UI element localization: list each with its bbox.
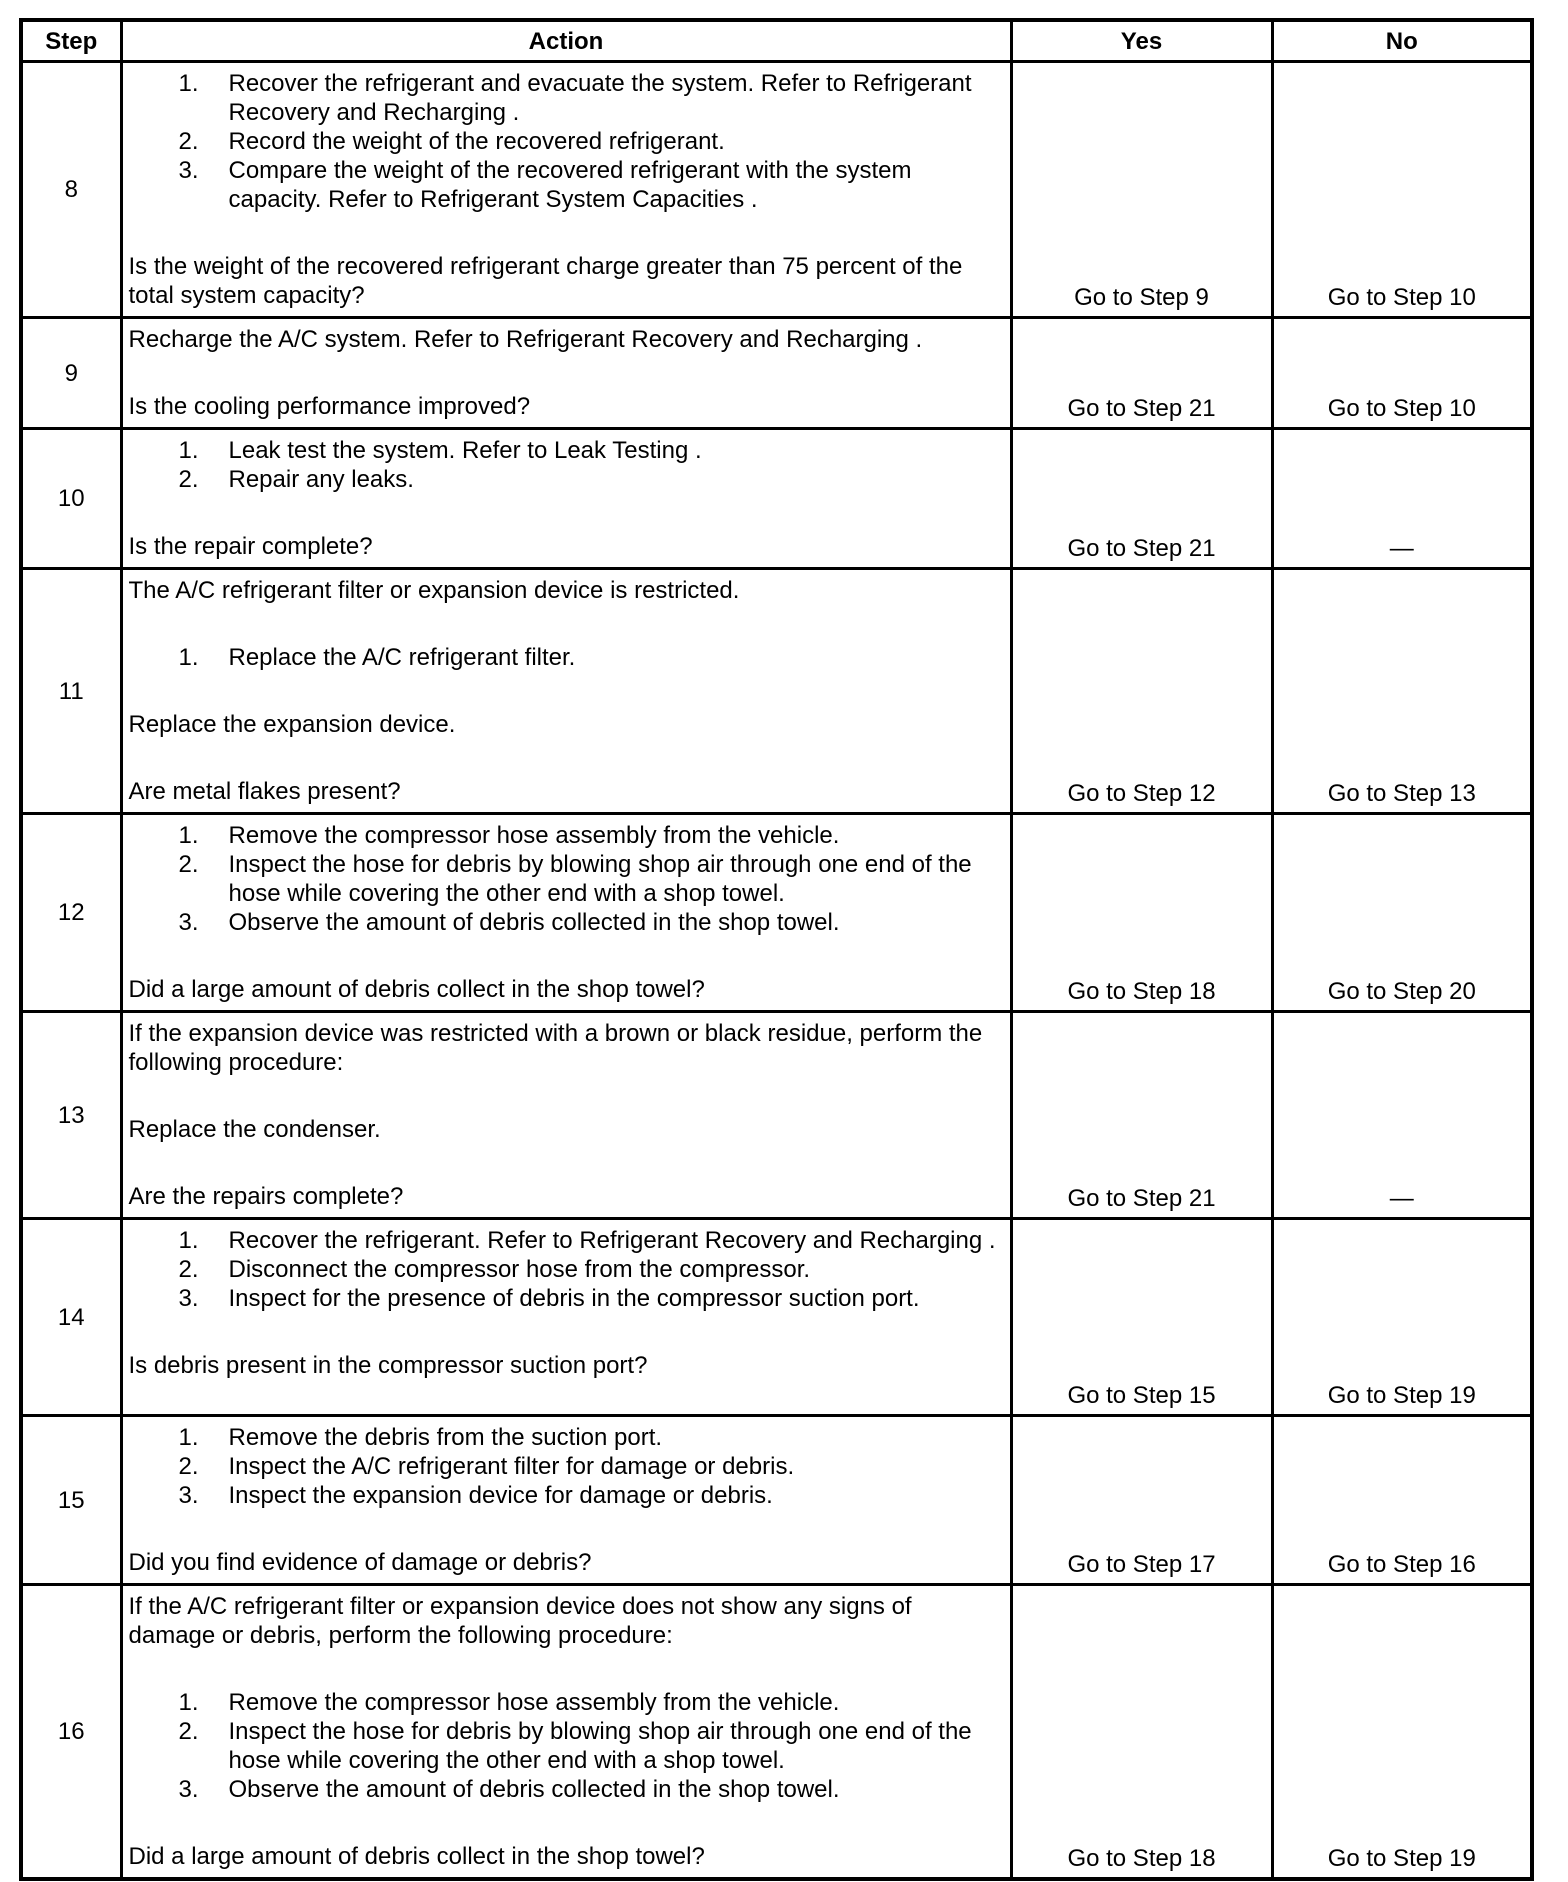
step-number: 12 <box>21 814 121 1012</box>
question-text: Is the weight of the recovered refrigerant charge greater than 75 percent of the total system capacity? <box>128 253 963 309</box>
yes-result: Go to Step 9 <box>1011 62 1272 318</box>
instruction-list <box>129 1226 1004 1313</box>
action-cell <box>121 1012 1011 1219</box>
list-item: 1. Remove the compressor hose assembly from the vehicle. <box>178 1689 840 1716</box>
no-result: — <box>1272 1012 1532 1219</box>
no-result: — <box>1272 429 1532 569</box>
instruction-list <box>129 821 1004 937</box>
list-item: 2. Inspect the hose for debris by blowing shop air through one end of the hose while covering the other end with a shop towel. <box>178 1718 972 1774</box>
yes-result: Go to Step 12 <box>1011 569 1272 814</box>
step-number: 15 <box>21 1416 121 1585</box>
list-item: 2. Record the weight of the recovered refrigerant. <box>178 128 725 155</box>
list-item: 3. Observe the amount of debris collected in the shop towel. <box>178 909 840 936</box>
header-no: No <box>1272 20 1532 62</box>
table-row <box>21 1416 1532 1585</box>
list-item: 3. Inspect for the presence of debris in the compressor suction port. <box>178 1285 920 1312</box>
instruction-list <box>129 1423 1004 1510</box>
step-number: 10 <box>21 429 121 569</box>
list-item: 2. Inspect the hose for debris by blowing shop air through one end of the hose while covering the other end with a shop towel. <box>178 851 972 907</box>
list-item: 1. Replace the A/C refrigerant filter. <box>178 644 576 671</box>
list-item: 1. Leak test the system. Refer to Leak Testing . <box>178 437 702 464</box>
no-result: Go to Step 10 <box>1272 62 1532 318</box>
no-result: Go to Step 16 <box>1272 1416 1532 1585</box>
yes-result: Go to Step 21 <box>1011 1012 1272 1219</box>
header-action: Action <box>121 20 1011 62</box>
action-cell <box>121 814 1011 1012</box>
list-item: 2. Inspect the A/C refrigerant filter for damage or debris. <box>178 1453 795 1480</box>
step-number: 11 <box>21 569 121 814</box>
action-cell <box>121 62 1011 318</box>
table-row <box>21 814 1532 1012</box>
table-row <box>21 429 1532 569</box>
yes-result: Go to Step 15 <box>1011 1219 1272 1416</box>
step-number: 13 <box>21 1012 121 1219</box>
list-item: 1. Recover the refrigerant and evacuate the system. Refer to Refrigerant Recovery and Recharging . <box>178 70 972 126</box>
question-text: Did a large amount of debris collect in the shop towel? <box>128 1843 705 1870</box>
instruction-list <box>129 643 1004 672</box>
list-item: 1. Remove the compressor hose assembly from the vehicle. <box>178 822 840 849</box>
no-result: Go to Step 19 <box>1272 1219 1532 1416</box>
action-cell <box>121 1219 1011 1416</box>
yes-result: Go to Step 18 <box>1011 1585 1272 1880</box>
no-result: Go to Step 13 <box>1272 569 1532 814</box>
question-text: Is the cooling performance improved? <box>128 393 531 420</box>
step-number: 16 <box>21 1585 121 1880</box>
list-item: 1. Recover the refrigerant. Refer to Refrigerant Recovery and Recharging . <box>178 1227 996 1254</box>
intro-text: The A/C refrigerant filter or expansion device is restricted. <box>128 577 740 604</box>
diagnostic-table <box>19 18 1534 1881</box>
no-result: Go to Step 19 <box>1272 1585 1532 1880</box>
instruction-list <box>129 436 1004 494</box>
table-row <box>21 62 1532 318</box>
intro-text: If the A/C refrigerant filter or expansion device does not show any signs of damage or debris, perform the following procedure: <box>128 1593 912 1649</box>
header-yes: Yes <box>1011 20 1272 62</box>
step-number: 9 <box>21 318 121 429</box>
question-text: Is the repair complete? <box>128 533 373 560</box>
action-cell <box>121 1416 1011 1585</box>
table-row <box>21 1219 1532 1416</box>
table-row <box>21 318 1532 429</box>
action-cell <box>121 429 1011 569</box>
yes-result: Go to Step 18 <box>1011 814 1272 1012</box>
question-text: Is debris present in the compressor suction port? <box>128 1352 648 1379</box>
yes-result: Go to Step 17 <box>1011 1416 1272 1585</box>
extra-text: Replace the expansion device. <box>128 711 456 738</box>
header-step: Step <box>21 20 121 62</box>
list-item: 3. Inspect the expansion device for damage or debris. <box>178 1482 773 1509</box>
question-text: Did you find evidence of damage or debris? <box>128 1549 592 1576</box>
header-row <box>21 20 1532 62</box>
question-text: Did a large amount of debris collect in the shop towel? <box>128 976 705 1003</box>
action-cell <box>121 318 1011 429</box>
list-item: 3. Observe the amount of debris collected in the shop towel. <box>178 1776 840 1803</box>
instruction-list <box>129 69 1004 214</box>
list-item: 3. Compare the weight of the recovered refrigerant with the system capacity. Refer to Refrigerant System Capacities . <box>178 157 912 213</box>
instruction-list <box>129 1688 1004 1804</box>
no-result: Go to Step 10 <box>1272 318 1532 429</box>
list-item: 1. Remove the debris from the suction port. <box>178 1424 663 1451</box>
question-text: Are metal flakes present? <box>128 778 401 805</box>
table-row <box>21 1585 1532 1880</box>
intro-text: If the expansion device was restricted with a brown or black residue, perform the following procedure: <box>128 1020 983 1076</box>
list-item: 2. Repair any leaks. <box>178 466 414 493</box>
table-row <box>21 1012 1532 1219</box>
list-item: 2. Disconnect the compressor hose from the compressor. <box>178 1256 811 1283</box>
yes-result: Go to Step 21 <box>1011 429 1272 569</box>
action-cell <box>121 1585 1011 1880</box>
extra-text: Replace the condenser. <box>128 1116 381 1143</box>
step-number: 14 <box>21 1219 121 1416</box>
table-row <box>21 569 1532 814</box>
yes-result: Go to Step 21 <box>1011 318 1272 429</box>
intro-text: Recharge the A/C system. Refer to Refrigerant Recovery and Recharging . <box>128 326 923 353</box>
question-text: Are the repairs complete? <box>128 1183 404 1210</box>
no-result: Go to Step 20 <box>1272 814 1532 1012</box>
step-number: 8 <box>21 62 121 318</box>
action-cell <box>121 569 1011 814</box>
